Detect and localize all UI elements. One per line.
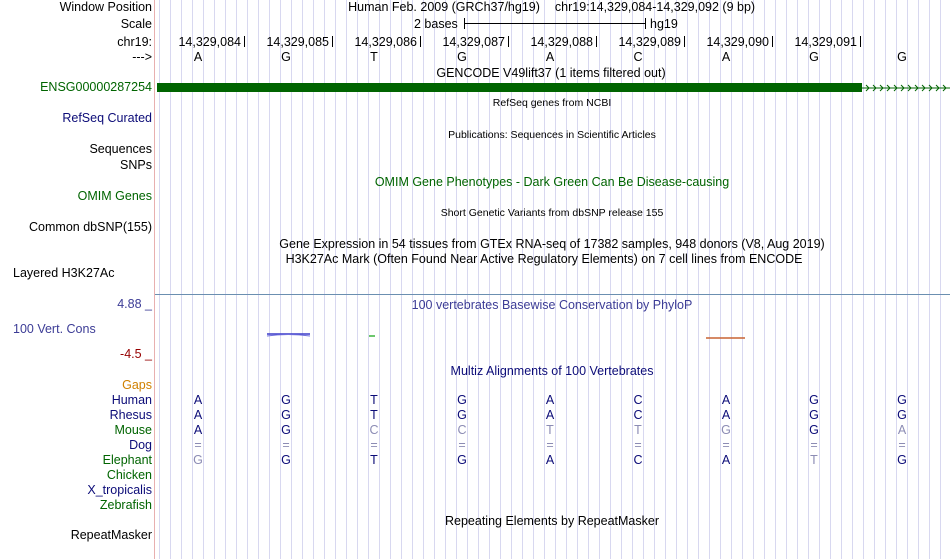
dog-base: = <box>898 438 906 452</box>
reference-base: T <box>370 50 378 64</box>
human-base: G <box>457 393 467 407</box>
rhesus-base: A <box>721 408 731 422</box>
mouse-base: G <box>281 423 291 437</box>
track-label-refseq[interactable]: RefSeq Curated <box>62 111 152 125</box>
elephant-base: G <box>281 453 291 467</box>
reference-base: G <box>897 50 907 64</box>
track-label-gencode-gene[interactable]: ENSG00000287254 <box>40 80 152 94</box>
rhesus-base: T <box>370 408 378 422</box>
gencode-gene-bar[interactable] <box>157 83 862 92</box>
track-label-common-dbsnp[interactable]: Common dbSNP(155) <box>29 220 152 234</box>
dog-base: = <box>282 438 290 452</box>
human-base: A <box>193 393 203 407</box>
track-label-scale[interactable]: Scale <box>120 17 152 31</box>
reference-base: G <box>457 50 467 64</box>
dog-base: = <box>546 438 554 452</box>
elephant-base: C <box>633 453 643 467</box>
rhesus-base: A <box>545 408 555 422</box>
human-base: G <box>281 393 291 407</box>
track-label-zebrafish[interactable]: Zebrafish <box>99 498 152 512</box>
ruler-label: 14,329,090 <box>706 35 769 49</box>
refseq-track-title: RefSeq genes from NCBI <box>492 97 612 109</box>
reference-base: A <box>193 50 203 64</box>
track-label-rhesus[interactable]: Rhesus <box>109 408 152 422</box>
track-label-cons-max[interactable]: 4.88 _ <box>117 297 152 311</box>
gtex-track-title: Gene Expression in 54 tissues from GTEx RNA-seq of 17382 samples, 948 donors (V8, Aug 2019) <box>279 237 825 251</box>
publications-track-title: Publications: Sequences in Scientific Articles <box>448 129 656 141</box>
elephant-base: G <box>897 453 907 467</box>
track-label-gaps[interactable]: Gaps <box>122 378 152 392</box>
elephant-base: G <box>193 453 203 467</box>
human-base: C <box>633 393 643 407</box>
track-label-window-position[interactable]: Window Position <box>59 0 152 14</box>
multiz-track-title: Multiz Alignments of 100 Vertebrates <box>450 364 654 378</box>
dog-base: = <box>370 438 378 452</box>
elephant-base: T <box>810 453 818 467</box>
track-label-snps[interactable]: SNPs <box>120 158 152 172</box>
track-label-panel <box>0 0 155 559</box>
dog-base: = <box>810 438 818 452</box>
elephant-base: A <box>545 453 555 467</box>
ruler-label: 14,329,088 <box>530 35 593 49</box>
phylop-top-line <box>155 294 950 295</box>
human-base: T <box>370 393 378 407</box>
h3k27ac-track-title: H3K27Ac Mark (Often Found Near Active Regulatory Elements) on 7 cell lines from ENCODE <box>285 252 803 266</box>
track-label-x-tropicalis[interactable]: X_tropicalis <box>87 483 152 497</box>
mouse-base: T <box>634 423 642 437</box>
track-label-dog[interactable]: Dog <box>129 438 152 452</box>
elephant-base: G <box>457 453 467 467</box>
track-label-elephant[interactable]: Elephant <box>102 453 152 467</box>
omim-track-title: OMIM Gene Phenotypes - Dark Green Can Be Disease-causing <box>374 175 730 189</box>
rhesus-base: A <box>193 408 203 422</box>
human-base: G <box>897 393 907 407</box>
rhesus-base: G <box>809 408 819 422</box>
track-label-omim[interactable]: OMIM Genes <box>77 189 152 203</box>
mouse-base: A <box>193 423 203 437</box>
gene-strand-arrows <box>862 82 950 94</box>
rhesus-base: G <box>457 408 467 422</box>
ruler-label: 14,329,091 <box>794 35 857 49</box>
track-label-cons-min[interactable]: -4.5 _ <box>120 347 152 361</box>
rhesus-base: C <box>633 408 643 422</box>
track-label-strand[interactable]: ---> <box>132 50 152 64</box>
assembly-label: Human Feb. 2009 (GRCh37/hg19) <box>348 0 540 14</box>
ruler-tick <box>244 36 245 47</box>
mouse-base: T <box>546 423 554 437</box>
phylop-signal <box>155 330 950 342</box>
mouse-base: C <box>457 423 467 437</box>
ruler-tick <box>772 36 773 47</box>
ruler-tick <box>596 36 597 47</box>
track-label-mouse[interactable]: Mouse <box>114 423 152 437</box>
mouse-base: A <box>897 423 907 437</box>
human-base: G <box>809 393 819 407</box>
track-label-chrom[interactable]: chr19: <box>117 35 152 49</box>
ruler-tick <box>508 36 509 47</box>
reference-base: G <box>281 50 291 64</box>
ruler-label: 14,329,086 <box>354 35 417 49</box>
reference-base: A <box>545 50 555 64</box>
elephant-base: T <box>370 453 378 467</box>
dog-base: = <box>458 438 466 452</box>
scale-db: hg19 <box>650 17 678 31</box>
phylop-track-title: 100 vertebrates Basewise Conservation by PhyloP <box>411 298 693 312</box>
mouse-base: G <box>809 423 819 437</box>
position-label: chr19:14,329,084-14,329,092 (9 bp) <box>554 0 756 14</box>
reference-base: G <box>809 50 819 64</box>
track-label-human[interactable]: Human <box>111 393 152 407</box>
mouse-base: G <box>721 423 731 437</box>
track-label-vert-cons[interactable]: 100 Vert. Cons <box>13 322 96 336</box>
elephant-base: A <box>721 453 731 467</box>
rhesus-base: G <box>897 408 907 422</box>
track-label-layered-h3k27ac[interactable]: Layered H3K27Ac <box>13 266 115 280</box>
dog-base: = <box>194 438 202 452</box>
ruler-label: 14,329,084 <box>178 35 241 49</box>
track-label-sequences[interactable]: Sequences <box>89 142 152 156</box>
dog-base: = <box>722 438 730 452</box>
ruler-tick <box>420 36 421 47</box>
dbsnp-track-title: Short Genetic Variants from dbSNP release 155 <box>440 207 664 219</box>
rhesus-base: G <box>281 408 291 422</box>
track-label-repeatmasker[interactable]: RepeatMasker <box>70 528 152 542</box>
human-base: A <box>721 393 731 407</box>
mouse-base: C <box>369 423 379 437</box>
reference-base: C <box>633 50 643 64</box>
human-base: A <box>545 393 555 407</box>
dog-base: = <box>634 438 642 452</box>
ruler-label: 14,329,087 <box>442 35 505 49</box>
gencode-track-title: GENCODE V49lift37 (1 items filtered out) <box>436 66 666 80</box>
track-label-chicken[interactable]: Chicken <box>106 468 152 482</box>
scale-text: 2 bases <box>414 17 458 31</box>
ruler-tick <box>684 36 685 47</box>
scale-bar <box>464 18 646 29</box>
ruler-label: 14,329,089 <box>618 35 681 49</box>
ruler-tick <box>860 36 861 47</box>
ruler-tick <box>332 36 333 47</box>
reference-base: A <box>721 50 731 64</box>
repeatmasker-track-title: Repeating Elements by RepeatMasker <box>444 514 660 528</box>
ruler-label: 14,329,085 <box>266 35 329 49</box>
